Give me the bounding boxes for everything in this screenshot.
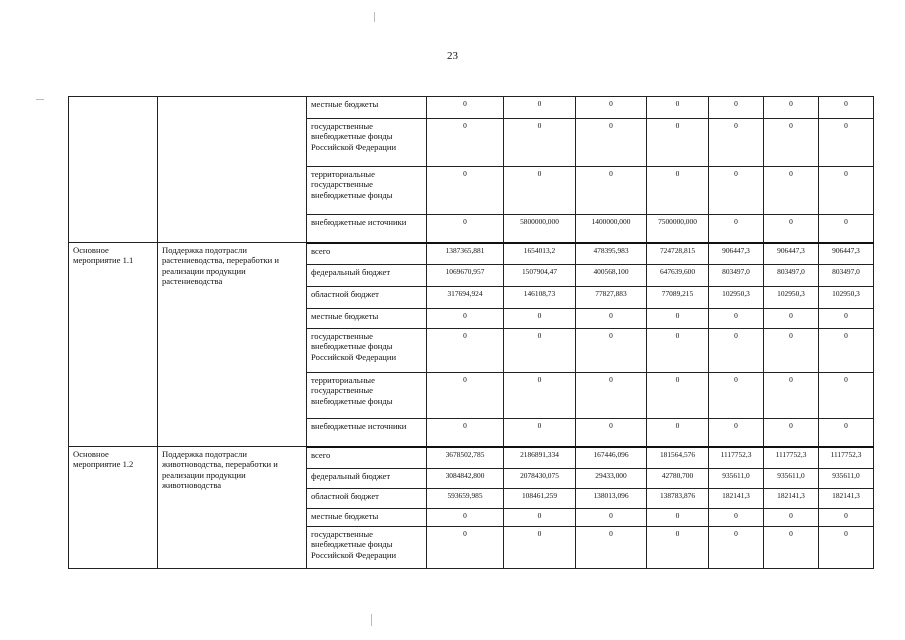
amount-cell: 0 [764,97,819,119]
amount-cell: 0 [504,119,576,167]
amount-cell: 0 [709,419,764,447]
page-number: 23 [447,50,458,62]
amount-cell: 0 [427,119,504,167]
amount-cell: 0 [764,215,819,243]
amount-cell: 5800000,000 [504,215,576,243]
amount-cell: 3678502,785 [427,447,504,469]
funding-source-cell: местные бюджеты [307,509,427,527]
scan-mark [371,614,372,626]
funding-source-cell: местные бюджеты [307,309,427,329]
amount-cell: 1069670,957 [427,265,504,287]
amount-cell: 0 [576,527,647,569]
amount-cell: 0 [576,373,647,419]
amount-cell: 0 [709,329,764,373]
amount-cell: 102950,3 [819,287,874,309]
scan-mark [36,99,44,100]
amount-cell: 0 [709,97,764,119]
amount-cell: 0 [504,373,576,419]
amount-cell: 77089,215 [647,287,709,309]
amount-cell: 906447,3 [709,243,764,265]
amount-cell: 0 [709,119,764,167]
amount-cell: 803497,0 [764,265,819,287]
amount-cell: 0 [504,419,576,447]
activity-name-cell: Поддержка подотрасли животноводства, переработки и реализации продукции животноводства [158,447,307,569]
activity-status-cell [69,97,158,243]
amount-cell: 724728,815 [647,243,709,265]
amount-cell: 0 [576,419,647,447]
scan-mark [374,12,375,22]
amount-cell: 0 [819,119,874,167]
amount-cell: 42780,700 [647,469,709,489]
amount-cell: 138013,096 [576,489,647,509]
amount-cell: 7500000,000 [647,215,709,243]
amount-cell: 182141,3 [819,489,874,509]
funding-source-cell: государственные внебюджетные фонды Российской Федерации [307,527,427,569]
amount-cell: 102950,3 [709,287,764,309]
amount-cell: 0 [764,329,819,373]
amount-cell: 0 [764,309,819,329]
amount-cell: 0 [647,167,709,215]
amount-cell: 0 [764,119,819,167]
activity-status-cell: Основное мероприятие 1.2 [69,447,158,569]
amount-cell: 0 [504,509,576,527]
funding-source-cell: территориальные государственные внебюджетные фонды [307,167,427,215]
funding-source-cell: государственные внебюджетные фонды Российской Федерации [307,329,427,373]
amount-cell: 935611,0 [709,469,764,489]
amount-cell: 317694,924 [427,287,504,309]
amount-cell: 0 [764,167,819,215]
amount-cell: 138783,876 [647,489,709,509]
funding-source-cell: внебюджетные источники [307,215,427,243]
table-row [69,447,874,469]
amount-cell: 0 [427,509,504,527]
funding-source-cell: всего [307,447,427,469]
amount-cell: 3084842,800 [427,469,504,489]
amount-cell: 2078430,075 [504,469,576,489]
amount-cell: 0 [647,509,709,527]
amount-cell: 0 [427,373,504,419]
amount-cell: 181564,576 [647,447,709,469]
amount-cell: 0 [647,309,709,329]
amount-cell: 0 [576,329,647,373]
amount-cell: 935611,0 [764,469,819,489]
amount-cell: 0 [709,373,764,419]
amount-cell: 0 [819,527,874,569]
amount-cell: 0 [427,329,504,373]
amount-cell: 0 [576,509,647,527]
amount-cell: 0 [764,373,819,419]
amount-cell: 0 [504,527,576,569]
amount-cell: 0 [427,215,504,243]
amount-cell: 0 [647,419,709,447]
amount-cell: 1117752,3 [764,447,819,469]
amount-cell: 1117752,3 [709,447,764,469]
amount-cell: 0 [819,97,874,119]
amount-cell: 478395,983 [576,243,647,265]
amount-cell: 647639,600 [647,265,709,287]
funding-source-cell: федеральный бюджет [307,265,427,287]
funding-source-cell: территориальные государственные внебюджетные фонды [307,373,427,419]
funding-source-cell: государственные внебюджетные фонды Российской Федерации [307,119,427,167]
amount-cell: 593659,985 [427,489,504,509]
amount-cell: 0 [764,527,819,569]
amount-cell: 102950,3 [764,287,819,309]
amount-cell: 0 [504,329,576,373]
table-row [69,97,874,119]
funding-source-cell: всего [307,243,427,265]
table-body [69,97,874,569]
amount-cell: 0 [647,119,709,167]
funding-source-cell: местные бюджеты [307,97,427,119]
amount-cell: 0 [819,167,874,215]
amount-cell: 1507904,47 [504,265,576,287]
amount-cell: 0 [427,97,504,119]
amount-cell: 0 [819,419,874,447]
amount-cell: 0 [504,167,576,215]
amount-cell: 0 [576,167,647,215]
amount-cell: 167446,096 [576,447,647,469]
amount-cell: 0 [427,419,504,447]
amount-cell: 803497,0 [709,265,764,287]
funding-source-cell: областной бюджет [307,287,427,309]
activity-status-cell: Основное мероприятие 1.1 [69,243,158,447]
amount-cell: 0 [647,329,709,373]
amount-cell: 803497,0 [819,265,874,287]
amount-cell: 0 [576,309,647,329]
amount-cell: 29433,000 [576,469,647,489]
amount-cell: 0 [576,97,647,119]
funding-source-cell: внебюджетные источники [307,419,427,447]
amount-cell: 182141,3 [709,489,764,509]
activity-name-cell: Поддержка подотрасли растениеводства, переработки и реализации продукции растениеводства [158,243,307,447]
amount-cell: 0 [504,309,576,329]
funding-source-cell: федеральный бюджет [307,469,427,489]
activity-name-cell [158,97,307,243]
amount-cell: 0 [709,509,764,527]
amount-cell: 108461,259 [504,489,576,509]
amount-cell: 0 [819,509,874,527]
amount-cell: 1400000,000 [576,215,647,243]
amount-cell: 2186891,334 [504,447,576,469]
amount-cell: 0 [709,215,764,243]
amount-cell: 935611,0 [819,469,874,489]
amount-cell: 0 [647,527,709,569]
amount-cell: 0 [819,373,874,419]
amount-cell: 0 [427,527,504,569]
amount-cell: 400568,100 [576,265,647,287]
amount-cell: 1654013,2 [504,243,576,265]
amount-cell: 906447,3 [764,243,819,265]
amount-cell: 0 [764,419,819,447]
amount-cell: 0 [427,167,504,215]
amount-cell: 0 [709,167,764,215]
budget-table [68,96,874,569]
amount-cell: 0 [504,97,576,119]
amount-cell: 0 [764,509,819,527]
table-row [69,243,874,265]
amount-cell: 0 [647,97,709,119]
amount-cell: 0 [647,373,709,419]
amount-cell: 146108,73 [504,287,576,309]
amount-cell: 182141,3 [764,489,819,509]
amount-cell: 0 [819,215,874,243]
amount-cell: 906447,3 [819,243,874,265]
amount-cell: 0 [576,119,647,167]
amount-cell: 0 [709,309,764,329]
amount-cell: 0 [427,309,504,329]
funding-source-cell: областной бюджет [307,489,427,509]
amount-cell: 77827,883 [576,287,647,309]
amount-cell: 0 [819,329,874,373]
amount-cell: 1117752,3 [819,447,874,469]
amount-cell: 0 [819,309,874,329]
amount-cell: 1387365,881 [427,243,504,265]
amount-cell: 0 [709,527,764,569]
